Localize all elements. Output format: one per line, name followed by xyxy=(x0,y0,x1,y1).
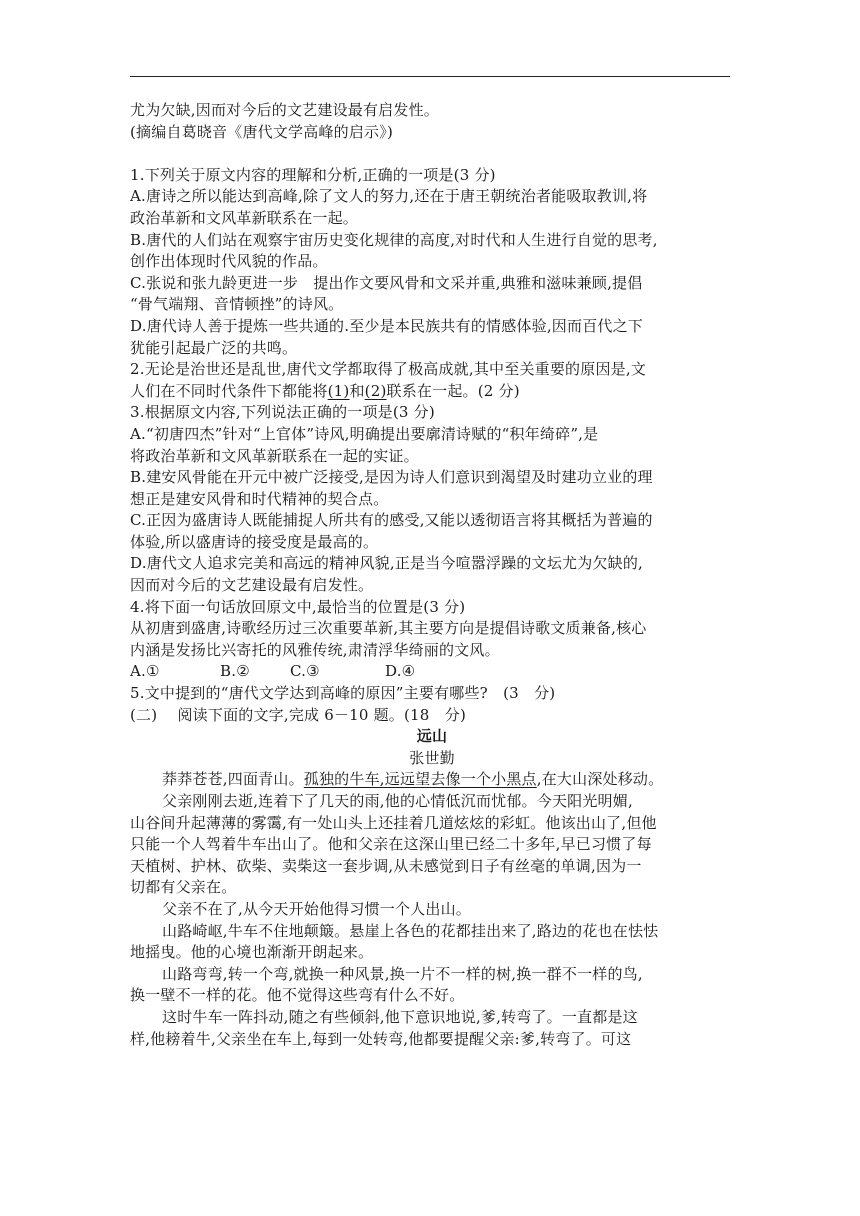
document-body xyxy=(130,100,734,1050)
q3-stem: 3.根据原文内容,下列说法正确的一项是(3 分) xyxy=(130,403,435,422)
spacer xyxy=(130,143,734,165)
q1-option-a: A.唐诗之所以能达到高峰,除了文人的努力,还在于唐王朝统治者能吸取教训,将 xyxy=(130,187,648,206)
story-paragraph-2: 父亲刚刚去逝,连着下了几天的雨,他的心情低沉而忧郁。今天阳光明媚, xyxy=(162,792,633,810)
story-p1-underlined: 孤独的牛车,远远望去像一个小黑点 xyxy=(303,770,537,789)
q4-option-a: A.① xyxy=(130,662,160,681)
story-paragraph-5-cont: 换一壁不一样的花。他不觉得这些弯有什么不好。 xyxy=(130,986,465,1005)
q4-stem: 4.将下面一句话放回原文中,最恰当的位置是(3 分) xyxy=(130,597,466,616)
question-4 xyxy=(130,597,734,683)
source-citation: (摘编自葛晓音《唐代文学高峰的启示》) xyxy=(130,122,394,141)
q3-option-a-cont: 将政治革新和文风革新联系在一起的实证。 xyxy=(130,446,419,465)
story-paragraph-1 xyxy=(130,769,734,791)
story-paragraph-4: 山路崎岖,牛车不住地颠簸。悬崖上各色的花都挂出来了,路边的花也在怯怯 xyxy=(162,921,659,940)
q4-options xyxy=(130,661,734,683)
story-paragraph-2-cont: 切都有父亲在。 xyxy=(130,878,237,897)
q1-option-c: C.张说和张九龄更进一步 提出作文要风骨和文采并重,典雅和滋味兼顾,提倡 xyxy=(130,273,643,292)
story-paragraph-2-cont: 山谷间升起薄薄的雾霭,有一处山头上还挂着几道炫炫的彩虹。他该出山了,但他 xyxy=(130,813,657,832)
header-rule xyxy=(130,76,730,77)
q3-option-d: D.唐代文人追求完美和高远的精神风貌,正是当今喧嚣浮躁的文坛尤为欠缺的, xyxy=(130,554,643,573)
story-paragraph-4-cont: 地摇曳。他的心境也渐渐开朗起来。 xyxy=(130,943,374,962)
q3-option-b: B.建安风骨能在开元中被广泛接受,是因为诗人们意识到渴望及时建功立业的理 xyxy=(130,468,653,487)
q2-text-c: 联系在一起。(2 分) xyxy=(386,381,520,400)
q1-option-b: B.唐代的人们站在观察宇宙历史变化规律的高度,对时代和人生进行自觉的思考, xyxy=(130,230,658,249)
story-paragraph-2-cont: 只能一个人驾着牛车出山了。他和父亲在这深山里已经二十多年,早已习惯了每 xyxy=(130,835,652,854)
q1-option-a-cont: 政治革新和文风革新联系在一起。 xyxy=(130,208,359,227)
story-paragraph-2-cont: 天植树、护林、砍柴、卖柴这一套步调,从未感觉到日子有丝毫的单调,因为一 xyxy=(130,856,642,875)
story-title: 远山 xyxy=(416,727,448,746)
q4-option-c: C.③ xyxy=(290,662,320,681)
q2-stem: 2.无论是治世还是乱世,唐代文学都取得了极高成就,其中至关重要的原因是,文 xyxy=(130,360,647,379)
q3-option-b-cont: 想正是建安风骨和时代精神的契合点。 xyxy=(130,489,389,508)
q1-option-d-cont: 犹能引起最广泛的共鸣。 xyxy=(130,338,298,357)
story-paragraph-6: 这时牛车一阵抖动,随之有些倾斜,他下意识地说,爹,转弯了。一直都是这 xyxy=(162,1007,638,1026)
q4-sentence-cont: 内涵是发扬比兴寄托的风雅传统,肃清浮华绮丽的文风。 xyxy=(130,640,500,659)
story-p1-text: 莽莽苍苍,四面青山。 xyxy=(162,770,304,789)
q4-option-d: D.④ xyxy=(385,662,416,681)
question-3 xyxy=(130,402,734,596)
q2-blank-1: (1) xyxy=(327,381,350,400)
story xyxy=(130,726,734,1050)
q3-option-a: A.“初唐四杰”针对“上官体”诗风,明确提出要廓清诗赋的“积年绮碎”,是 xyxy=(130,424,599,443)
question-2 xyxy=(130,359,734,402)
q3-option-d-cont: 因而对今后的文艺建设最有启发性。 xyxy=(130,576,374,595)
q1-stem: 1.下列关于原文内容的理解和分析,正确的一项是(3 分) xyxy=(130,165,496,184)
q2-blank-2: (2) xyxy=(364,381,387,400)
story-p1-text-end: ,在大山深处移动。 xyxy=(536,770,664,789)
q3-option-c: C.正因为盛唐诗人既能捕捉人所共有的感受,又能以透彻语言将其概括为普遍的 xyxy=(130,511,653,530)
story-paragraph-3: 父亲不在了,从今天开始他得习惯一个人出山。 xyxy=(162,899,471,918)
story-author: 张世勤 xyxy=(409,748,455,767)
q1-option-b-cont: 创作出体现时代风貌的作品。 xyxy=(130,252,328,271)
q2-stem-cont xyxy=(130,381,734,403)
story-paragraph-5: 山路弯弯,转一个弯,就换一种风景,换一片不一样的树,换一群不一样的鸟, xyxy=(162,964,643,983)
q4-option-b: B.② xyxy=(220,662,250,681)
q1-option-c-cont: “骨气端翔、音情顿挫”的诗风。 xyxy=(130,295,344,314)
q3-option-c-cont: 体验,所以盛唐诗的接受度是最高的。 xyxy=(130,532,379,551)
question-1 xyxy=(130,165,734,359)
passage-tail: 尤为欠缺,因而对今后的文艺建设最有启发性。 xyxy=(130,101,439,119)
q4-sentence: 从初唐到盛唐,诗歌经历过三次重要革新,其主要方向是提倡诗歌文质兼备,核心 xyxy=(130,619,647,638)
q1-option-d: D.唐代诗人善于提炼一些共通的.至少是本民族共有的情感体验,因而百代之下 xyxy=(130,316,643,335)
q2-text-a: 人们在不同时代条件下都能将 xyxy=(130,381,328,400)
story-paragraph-6-cont: 样,他耪着牛,父亲坐在车上,每到一处转弯,他都要提醒父亲:爹,转弯了。可这 xyxy=(130,1029,632,1048)
question-5: 5.文中提到的“唐代文学达到高峰的原因”主要有哪些? (3 分) xyxy=(130,684,556,703)
section-2-heading: (二) 阅读下面的文字,完成 6－10 题。(18 分) xyxy=(130,705,466,724)
q2-text-b: 和 xyxy=(349,381,365,400)
